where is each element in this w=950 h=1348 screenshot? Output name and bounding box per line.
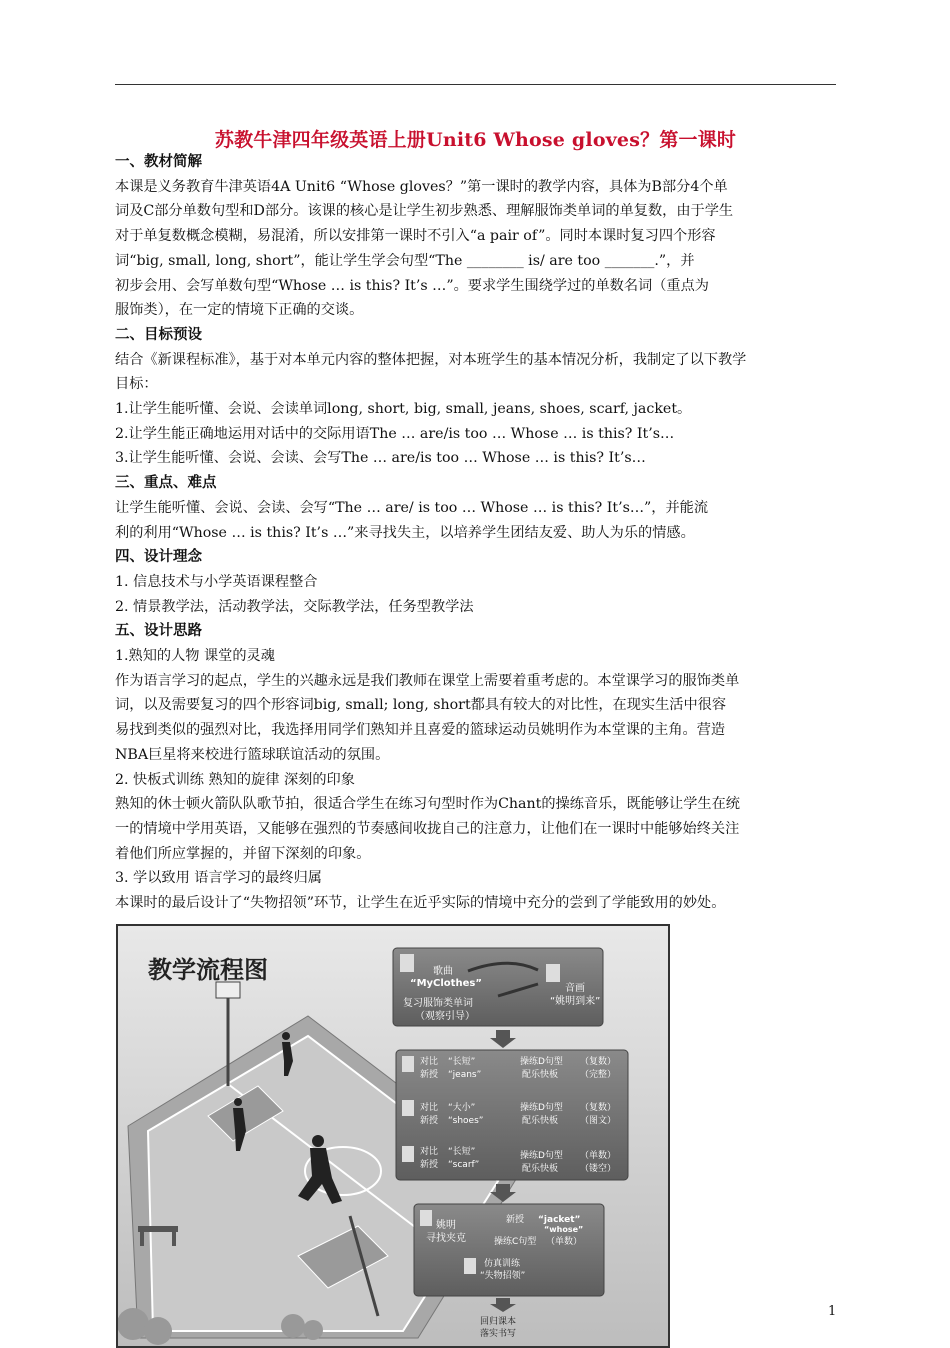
computer-icon <box>400 954 414 972</box>
flow-text: （复数） <box>580 1103 617 1113</box>
paragraph-line: 词及C部分单数句型和D部分。该课的核心是让学生初步熟悉、理解服饰类单词的单复数，由于学生 <box>115 203 734 220</box>
flow-text: （单数） <box>546 1237 583 1247</box>
computer-icon <box>402 1146 414 1162</box>
flow-text: 仿真训练 <box>484 1259 521 1269</box>
flow-text: 对比 <box>420 1057 439 1067</box>
flow-text: 新授 <box>420 1070 439 1080</box>
flow-text: （单数） <box>580 1151 617 1161</box>
paragraph-line: 对于单复数概念模糊，易混淆，所以安排第一课时不引入“a pair of”。同时本课时复习四个形容 <box>115 228 716 245</box>
flow-text: “jeans” <box>448 1070 482 1080</box>
paragraph-line: 3. 学以致用 语言学习的最终归属 <box>115 870 322 887</box>
flow-text: “MyClothes” <box>410 978 482 989</box>
computer-icon <box>546 964 560 982</box>
flow-text: 音画 <box>565 983 585 994</box>
flow-text: 寻找夹克 <box>426 1233 466 1244</box>
flow-text: “大小” <box>448 1103 476 1113</box>
flow-text: 对比 <box>420 1147 439 1157</box>
paragraph-line: 1. 信息技术与小学英语课程整合 <box>115 573 318 590</box>
paragraph-line: 本课时的最后设计了“失物招领”环节，让学生在近乎实际的情境中充分的尝到了学能致用的妙处。 <box>115 895 726 912</box>
paragraph-line: 服饰类），在一定的情境下正确的交谈。 <box>115 302 364 319</box>
paragraph-line: 词，以及需要复习的四个形容词big, small; long, short都具有较大的对比性，在现实生活中很容 <box>115 697 727 714</box>
paragraph-line: 作为语言学习的起点，学生的兴趣永远是我们教师在课堂上需要着重考虑的。本堂课学习的服饰类单 <box>115 672 740 689</box>
computer-icon <box>402 1056 414 1072</box>
computer-icon <box>420 1210 432 1226</box>
flow-text: 操练D句型 <box>520 1103 563 1113</box>
flow-text: 对比 <box>420 1103 439 1113</box>
section-heading: 一、教材简解 <box>115 154 202 170</box>
flow-text: （完整） <box>580 1070 617 1080</box>
paragraph-line: 本课是义务教育牛津英语4A Unit6 “Whose gloves？”第一课时的教学内容，具体为B部分4个单 <box>115 178 728 195</box>
section-heading: 三、重点、难点 <box>115 475 217 492</box>
flow-text: “长短” <box>448 1057 476 1067</box>
section-heading: 四、设计理念 <box>115 549 202 566</box>
backboard <box>216 982 240 998</box>
teaching-flowchart-figure <box>116 924 670 1348</box>
paragraph-line: 词“big, small, long, short”，能让学生学会句型“The ________ is/ are too _______.”，并 <box>115 252 695 269</box>
paragraph-line: 2.让学生能正确地运用对话中的交际用语The … are/is too … Whose … is this? It’s… <box>115 425 675 442</box>
computer-icon <box>464 1258 476 1274</box>
flow-text: “长短” <box>448 1147 476 1157</box>
header-rule <box>115 84 836 85</box>
paragraph-line: 1.熟知的人物 课堂的灵魂 <box>115 648 275 665</box>
flow-text: 落实书写 <box>480 1329 517 1339</box>
figure-title: 教学流程图 <box>148 956 268 984</box>
flow-text: （观察引导） <box>415 1011 475 1022</box>
flow-text: “whose” <box>544 1225 584 1234</box>
flow-text: 复习服饰类单词 <box>403 998 473 1009</box>
paragraph-line: 易找到类似的强烈对比，我选择用同学们熟知并且喜爱的篮球运动员姚明作为本堂课的主角。营造 <box>115 722 726 739</box>
flow-text: （复数） <box>580 1057 617 1067</box>
paragraph-line: 一的情境中学用英语，又能够在强烈的节奏感间收拢自己的注意力，让他们在一课时中能够始终关注 <box>115 820 740 837</box>
flow-text: （图文） <box>580 1116 617 1126</box>
flow-text: 配乐快板 <box>522 1116 559 1126</box>
flow-text: “scarf” <box>448 1160 480 1170</box>
flow-text: （镂空） <box>580 1164 617 1174</box>
flow-text: 操练D句型 <box>520 1057 563 1067</box>
flow-text: “jacket” <box>538 1215 581 1225</box>
paragraph-line: 熟知的休士顿火箭队队歌节拍，很适合学生在练习句型时作为Chant的操练音乐，既能够让学生在统 <box>115 796 740 813</box>
flow-text: 新授 <box>506 1215 525 1225</box>
paragraph-line: 初步会用、会写单数句型“Whose … is this? It’s …”。要求学生围绕学过的单数名词（重点为 <box>115 277 709 294</box>
paragraph-line: 让学生能听懂、会说、会读、会写“The … are/ is too … Whose … is this? It’s…”，并能流 <box>115 499 709 516</box>
flow-text: 歌曲 <box>433 966 453 977</box>
document-title: 苏教牛津四年级英语上册Unit6 Whose gloves？第一课时 <box>214 129 737 151</box>
flow-text: “失物招领” <box>480 1271 526 1281</box>
flow-text: 操练C句型 <box>494 1237 537 1247</box>
paragraph-line: 2. 情景教学法，活动教学法，交际教学法，任务型教学法 <box>115 598 474 615</box>
paragraph-line: 2. 快板式训练 熟知的旋律 深刻的印象 <box>115 771 355 788</box>
section-heading: 二、目标预设 <box>115 326 202 343</box>
paragraph-line: 结合《新课程标准》，基于对本单元内容的整体把握，对本班学生的基本情况分析，我制定了以下教学 <box>115 351 747 368</box>
flow-text: 操练D句型 <box>520 1151 563 1161</box>
computer-icon <box>402 1100 414 1116</box>
paragraph-line: 3.让学生能听懂、会说、会读、会写The … are/is too … Whose … is this? It’s… <box>115 450 646 467</box>
flow-text: “姚明到来” <box>550 996 601 1007</box>
section-heading: 五、设计思路 <box>115 623 202 640</box>
flow-text: 回归课本 <box>480 1317 517 1327</box>
paragraph-line: 利的利用“Whose … is this? It’s …”来寻找失主，以培养学生团结友爱、助人为乐的情感。 <box>115 524 695 541</box>
flow-text: “shoes” <box>448 1116 484 1126</box>
flow-text: 姚明 <box>436 1220 456 1231</box>
flow-text: 配乐快板 <box>522 1164 559 1174</box>
paragraph-line: NBA巨星将来校进行篮球联谊活动的氛围。 <box>115 746 390 763</box>
flow-text: 新授 <box>420 1160 439 1170</box>
page-number: 1 <box>828 1304 837 1319</box>
paragraph-line: 1.让学生能听懂、会说、会读单词long, short, big, small, jeans, shoes, scarf, jacket。 <box>115 401 692 418</box>
flow-text: 新授 <box>420 1116 439 1126</box>
paragraph-line: 目标： <box>115 376 158 393</box>
document-body <box>115 150 836 916</box>
flowchart-graphic <box>118 926 668 1346</box>
flow-text: 配乐快板 <box>522 1070 559 1080</box>
paragraph-line: 着他们所应掌握的，并留下深刻的印象。 <box>115 845 371 862</box>
